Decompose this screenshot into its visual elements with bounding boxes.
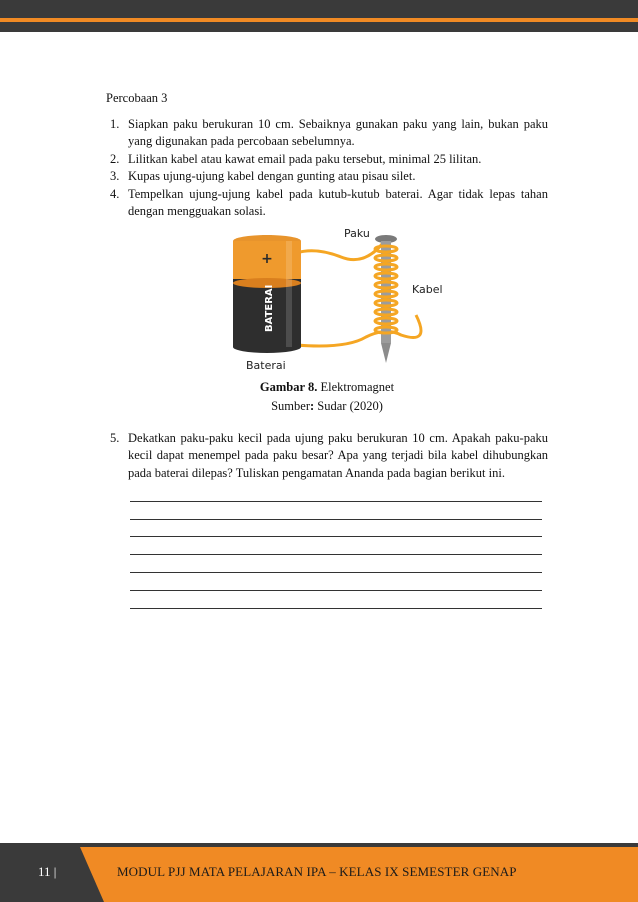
answer-line[interactable] xyxy=(130,573,542,591)
plus-sign: + xyxy=(261,250,273,267)
footer xyxy=(0,843,638,902)
battery-caption-label: Baterai xyxy=(246,358,286,372)
cable-label: Kabel xyxy=(412,282,443,296)
list-item: 4. Tempelkan ujung-ujung kabel pada kutub-kutub baterai. Agar tidak lepas tahan dengan mengguakan solasi. xyxy=(110,186,548,218)
list-item: 3. Kupas ujung-ujung kabel dengan gunting atau pisau silet. xyxy=(110,169,416,183)
electromagnet-illustration xyxy=(226,227,456,377)
figure-caption: Gambar 8. Elektromagnet xyxy=(259,379,395,394)
battery-label: BATERAI xyxy=(264,284,275,332)
list-item: 2. Lilitkan kabel atau kawat email pada paku tersebut, minimal 25 lilitan. xyxy=(110,151,482,166)
answer-lines[interactable] xyxy=(106,484,548,609)
answer-line[interactable] xyxy=(130,537,542,555)
wire-top xyxy=(296,239,386,260)
answer-line[interactable] xyxy=(130,502,542,520)
steps-list xyxy=(106,116,548,221)
figure-source: Sumber: Sudar (2020) xyxy=(271,399,383,413)
nail-label: Paku xyxy=(344,226,370,240)
page-number: 11 | xyxy=(38,864,57,879)
header-stripe xyxy=(0,18,638,22)
electromagnet-figure xyxy=(106,227,548,377)
experiment-heading: Percobaan 3 xyxy=(106,91,168,105)
list-item: 5. Dekatkan paku-paku kecil pada ujung paku berukuran 10 cm. Apakah paku-paku kecil dapat menempel pada paku besar? Apa yang terjadi bila kabel dihubungkan pada baterai dilepas? Tuliskan pengamatan Ananda pada bagian berikut ini. xyxy=(110,430,548,480)
footer-title: MODUL PJJ MATA PELAJARAN IPA – KELAS IX SEMESTER GENAP xyxy=(117,864,517,879)
answer-line[interactable] xyxy=(130,591,542,609)
question-list xyxy=(106,430,548,483)
list-item: 1. Siapkan paku berukuran 10 cm. Sebaiknya gunakan paku yang lain, bukan paku yang digunakan pada percobaan sebelumnya. xyxy=(110,116,548,148)
answer-line[interactable] xyxy=(130,484,542,502)
answer-line[interactable] xyxy=(130,520,542,538)
wire-bottom xyxy=(296,315,421,346)
header-bar xyxy=(0,0,638,32)
main-content xyxy=(106,90,548,609)
answer-line[interactable] xyxy=(130,555,542,573)
